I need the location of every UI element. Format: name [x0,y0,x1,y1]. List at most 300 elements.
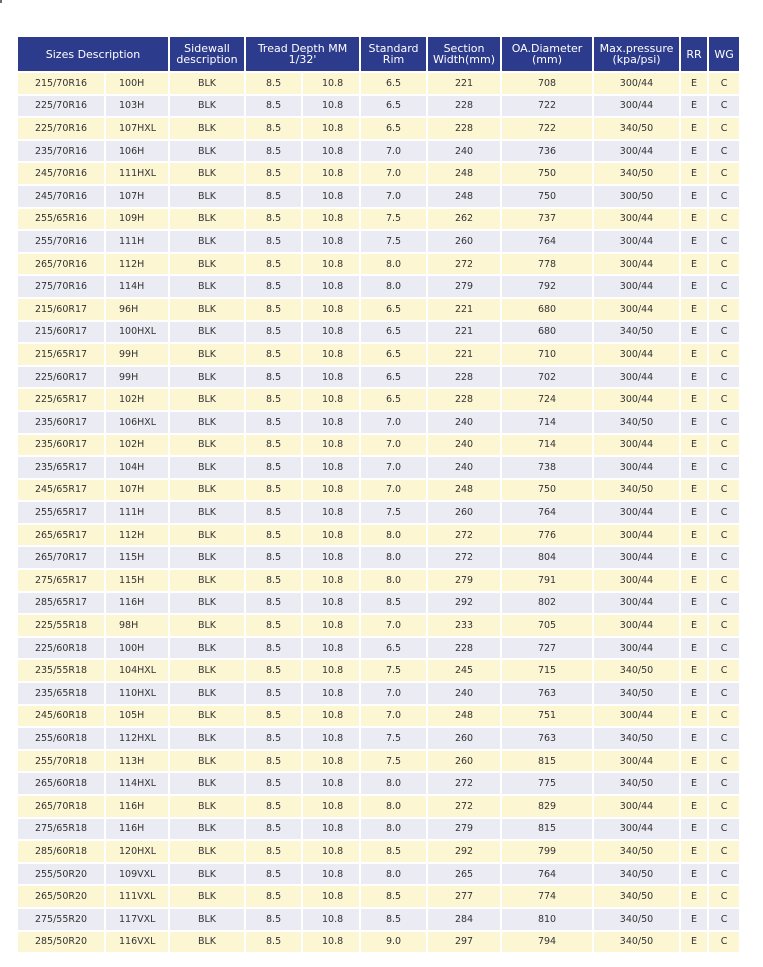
sidewall-cell: BLK [170,864,246,887]
sidewall-cell: BLK [170,751,246,774]
size-cell: 255/65R16 [18,209,106,232]
width-cell: 221 [428,299,502,322]
size-cell: 235/60R17 [18,435,106,458]
tread-32-cell: 10.8 [303,73,361,96]
tread-32-cell: 10.8 [303,683,361,706]
table-row [18,570,739,593]
table-row [18,457,739,480]
diameter-cell: 829 [502,796,594,819]
size-cell: 265/70R17 [18,547,106,570]
rim-cell: 6.5 [361,344,428,367]
diameter-cell: 751 [502,706,594,729]
pressure-cell: 300/44 [594,525,681,548]
rim-cell: 8.0 [361,276,428,299]
load-speed-cell: 114HXL [106,773,170,796]
header-max-pressure: Max.pressure (kpa/psi) [594,37,681,73]
rr-cell: E [681,209,709,232]
width-cell: 272 [428,773,502,796]
diameter-cell: 738 [502,457,594,480]
tread-32-cell: 10.8 [303,864,361,887]
rim-cell: 7.0 [361,435,428,458]
rr-cell: E [681,389,709,412]
tread-32-cell: 10.8 [303,435,361,458]
table-row [18,886,739,909]
pressure-cell: 300/44 [594,435,681,458]
rim-cell: 7.0 [361,683,428,706]
size-cell: 235/65R18 [18,683,106,706]
tread-mm-cell: 8.5 [246,344,303,367]
diameter-cell: 799 [502,841,594,864]
width-cell: 245 [428,660,502,683]
load-speed-cell: 107H [106,480,170,503]
sidewall-cell: BLK [170,73,246,96]
diameter-cell: 763 [502,683,594,706]
diameter-cell: 727 [502,638,594,661]
rr-cell: E [681,344,709,367]
width-cell: 248 [428,186,502,209]
wg-cell: C [709,412,739,435]
header-tread-depth: Tread Depth MM 1/32' [246,37,361,73]
tread-mm-cell: 8.5 [246,457,303,480]
sidewall-cell: BLK [170,525,246,548]
rr-cell: E [681,615,709,638]
load-speed-cell: 112H [106,525,170,548]
pressure-cell: 300/44 [594,570,681,593]
load-speed-cell: 106HXL [106,412,170,435]
table-row [18,299,739,322]
load-speed-cell: 104HXL [106,660,170,683]
tread-mm-cell: 8.5 [246,389,303,412]
load-speed-cell: 116H [106,796,170,819]
load-speed-cell: 117VXL [106,909,170,932]
table-row [18,254,739,277]
sidewall-cell: BLK [170,773,246,796]
diameter-cell: 708 [502,73,594,96]
tread-32-cell: 10.8 [303,412,361,435]
wg-cell: C [709,299,739,322]
tread-mm-cell: 8.5 [246,367,303,390]
size-cell: 265/60R18 [18,773,106,796]
sidewall-cell: BLK [170,502,246,525]
diameter-cell: 702 [502,367,594,390]
rr-cell: E [681,163,709,186]
wg-cell: C [709,706,739,729]
tread-32-cell: 10.8 [303,593,361,616]
wg-cell: C [709,570,739,593]
tread-32-cell: 10.8 [303,796,361,819]
rim-cell: 7.0 [361,480,428,503]
sidewall-cell: BLK [170,435,246,458]
header-wg: WG [709,37,739,73]
tread-mm-cell: 8.5 [246,615,303,638]
rr-cell: E [681,299,709,322]
size-cell: 235/55R18 [18,660,106,683]
table-row [18,73,739,96]
load-speed-cell: 116H [106,593,170,616]
wg-cell: C [709,773,739,796]
rr-cell: E [681,118,709,141]
tread-mm-cell: 8.5 [246,909,303,932]
table-row [18,547,739,570]
size-cell: 225/60R18 [18,638,106,661]
tread-32-cell: 10.8 [303,909,361,932]
wg-cell: C [709,660,739,683]
pressure-cell: 340/50 [594,932,681,955]
table-row [18,773,739,796]
diameter-cell: 764 [502,502,594,525]
tread-32-cell: 10.8 [303,773,361,796]
tread-mm-cell: 8.5 [246,547,303,570]
width-cell: 279 [428,570,502,593]
size-cell: 235/65R17 [18,457,106,480]
tread-mm-cell: 8.5 [246,841,303,864]
pressure-cell: 340/50 [594,660,681,683]
table-row [18,751,739,774]
size-cell: 285/65R17 [18,593,106,616]
rim-cell: 7.0 [361,141,428,164]
rim-cell: 8.0 [361,864,428,887]
load-speed-cell: 99H [106,367,170,390]
header-row [18,37,739,73]
tread-mm-cell: 8.5 [246,683,303,706]
diameter-cell: 710 [502,344,594,367]
rim-cell: 6.5 [361,322,428,345]
sidewall-cell: BLK [170,209,246,232]
wg-cell: C [709,615,739,638]
width-cell: 292 [428,841,502,864]
tread-mm-cell: 8.5 [246,660,303,683]
load-speed-cell: 114H [106,276,170,299]
width-cell: 228 [428,638,502,661]
load-speed-cell: 106H [106,141,170,164]
rr-cell: E [681,502,709,525]
tread-32-cell: 10.8 [303,638,361,661]
rr-cell: E [681,412,709,435]
pressure-cell: 340/50 [594,728,681,751]
wg-cell: C [709,367,739,390]
width-cell: 272 [428,547,502,570]
sidewall-cell: BLK [170,570,246,593]
load-speed-cell: 100HXL [106,322,170,345]
tread-32-cell: 10.8 [303,209,361,232]
wg-cell: C [709,683,739,706]
tread-mm-cell: 8.5 [246,502,303,525]
rim-cell: 7.0 [361,615,428,638]
pressure-cell: 300/44 [594,593,681,616]
diameter-cell: 815 [502,751,594,774]
rr-cell: E [681,276,709,299]
width-cell: 260 [428,728,502,751]
rr-cell: E [681,254,709,277]
width-cell: 240 [428,141,502,164]
sidewall-cell: BLK [170,909,246,932]
pressure-cell: 300/44 [594,141,681,164]
load-speed-cell: 112HXL [106,728,170,751]
rim-cell: 7.0 [361,163,428,186]
table-row [18,796,739,819]
width-cell: 262 [428,209,502,232]
rim-cell: 7.5 [361,231,428,254]
diameter-cell: 705 [502,615,594,638]
header-standard-rim: Standard Rim [361,37,428,73]
width-cell: 228 [428,367,502,390]
table-row [18,593,739,616]
width-cell: 272 [428,254,502,277]
wg-cell: C [709,864,739,887]
table-row [18,660,739,683]
width-cell: 233 [428,615,502,638]
size-cell: 285/50R20 [18,932,106,955]
pressure-cell: 300/44 [594,96,681,119]
load-speed-cell: 109VXL [106,864,170,887]
pressure-cell: 300/44 [594,344,681,367]
size-cell: 265/70R18 [18,796,106,819]
load-speed-cell: 100H [106,638,170,661]
rim-cell: 8.5 [361,909,428,932]
tread-mm-cell: 8.5 [246,209,303,232]
pressure-cell: 300/44 [594,389,681,412]
tread-mm-cell: 8.5 [246,435,303,458]
width-cell: 240 [428,683,502,706]
load-speed-cell: 116H [106,819,170,842]
sidewall-cell: BLK [170,932,246,955]
width-cell: 221 [428,322,502,345]
diameter-cell: 763 [502,728,594,751]
corner-mark [0,0,2,3]
sidewall-cell: BLK [170,367,246,390]
wg-cell: C [709,231,739,254]
rim-cell: 8.5 [361,593,428,616]
diameter-cell: 680 [502,322,594,345]
wg-cell: C [709,96,739,119]
rim-cell: 8.0 [361,570,428,593]
load-speed-cell: 107HXL [106,118,170,141]
load-speed-cell: 96H [106,299,170,322]
tread-mm-cell: 8.5 [246,819,303,842]
sidewall-cell: BLK [170,344,246,367]
tread-32-cell: 10.8 [303,932,361,955]
sidewall-cell: BLK [170,254,246,277]
diameter-cell: 815 [502,819,594,842]
diameter-cell: 802 [502,593,594,616]
size-cell: 275/65R17 [18,570,106,593]
width-cell: 277 [428,886,502,909]
rim-cell: 8.0 [361,254,428,277]
width-cell: 228 [428,118,502,141]
tread-mm-cell: 8.5 [246,480,303,503]
tread-32-cell: 10.8 [303,706,361,729]
wg-cell: C [709,389,739,412]
pressure-cell: 340/50 [594,886,681,909]
table-row [18,683,739,706]
rr-cell: E [681,932,709,955]
size-cell: 225/55R18 [18,615,106,638]
wg-cell: C [709,141,739,164]
size-cell: 285/60R18 [18,841,106,864]
wg-cell: C [709,796,739,819]
size-cell: 245/70R16 [18,186,106,209]
sidewall-cell: BLK [170,412,246,435]
sidewall-cell: BLK [170,186,246,209]
pressure-cell: 300/44 [594,819,681,842]
width-cell: 248 [428,706,502,729]
load-speed-cell: 111HXL [106,163,170,186]
rim-cell: 7.0 [361,412,428,435]
rr-cell: E [681,73,709,96]
tread-mm-cell: 8.5 [246,864,303,887]
table-row [18,502,739,525]
tread-mm-cell: 8.5 [246,186,303,209]
tread-32-cell: 10.8 [303,547,361,570]
tread-32-cell: 10.8 [303,186,361,209]
pressure-cell: 300/44 [594,231,681,254]
wg-cell: C [709,480,739,503]
rim-cell: 7.0 [361,186,428,209]
table-row [18,231,739,254]
table-row [18,209,739,232]
rim-cell: 7.5 [361,502,428,525]
size-cell: 235/70R16 [18,141,106,164]
width-cell: 248 [428,163,502,186]
width-cell: 260 [428,502,502,525]
pressure-cell: 300/44 [594,796,681,819]
rim-cell: 7.0 [361,457,428,480]
width-cell: 265 [428,864,502,887]
size-cell: 225/70R16 [18,118,106,141]
tread-32-cell: 10.8 [303,660,361,683]
wg-cell: C [709,457,739,480]
pressure-cell: 300/44 [594,615,681,638]
pressure-cell: 300/44 [594,73,681,96]
pressure-cell: 300/50 [594,186,681,209]
load-speed-cell: 113H [106,751,170,774]
sidewall-cell: BLK [170,796,246,819]
sidewall-cell: BLK [170,96,246,119]
pressure-cell: 300/44 [594,751,681,774]
rim-cell: 7.5 [361,728,428,751]
wg-cell: C [709,638,739,661]
table-row [18,932,739,955]
width-cell: 260 [428,751,502,774]
tread-32-cell: 10.8 [303,299,361,322]
tread-32-cell: 10.8 [303,344,361,367]
rr-cell: E [681,570,709,593]
wg-cell: C [709,186,739,209]
tread-mm-cell: 8.5 [246,163,303,186]
size-cell: 245/60R18 [18,706,106,729]
load-speed-cell: 109H [106,209,170,232]
rim-cell: 6.5 [361,389,428,412]
diameter-cell: 722 [502,96,594,119]
width-cell: 240 [428,457,502,480]
rim-cell: 7.5 [361,751,428,774]
diameter-cell: 791 [502,570,594,593]
width-cell: 260 [428,231,502,254]
wg-cell: C [709,547,739,570]
wg-cell: C [709,909,739,932]
tread-mm-cell: 8.5 [246,773,303,796]
diameter-cell: 737 [502,209,594,232]
pressure-cell: 300/44 [594,367,681,390]
diameter-cell: 715 [502,660,594,683]
table-row [18,525,739,548]
width-cell: 284 [428,909,502,932]
tread-32-cell: 10.8 [303,322,361,345]
table-row [18,322,739,345]
pressure-cell: 300/44 [594,502,681,525]
table-row [18,864,739,887]
pressure-cell: 340/50 [594,163,681,186]
tread-mm-cell: 8.5 [246,728,303,751]
tread-mm-cell: 8.5 [246,254,303,277]
size-cell: 255/50R20 [18,864,106,887]
load-speed-cell: 115H [106,547,170,570]
wg-cell: C [709,163,739,186]
size-cell: 235/60R17 [18,412,106,435]
table-body [18,73,739,954]
tread-mm-cell: 8.5 [246,886,303,909]
wg-cell: C [709,435,739,458]
table-row [18,909,739,932]
pressure-cell: 340/50 [594,480,681,503]
pressure-cell: 340/50 [594,412,681,435]
rr-cell: E [681,773,709,796]
load-speed-cell: 100H [106,73,170,96]
sidewall-cell: BLK [170,886,246,909]
rr-cell: E [681,322,709,345]
rr-cell: E [681,819,709,842]
sidewall-cell: BLK [170,480,246,503]
table-row [18,819,739,842]
size-cell: 275/65R18 [18,819,106,842]
pressure-cell: 300/44 [594,299,681,322]
tread-32-cell: 10.8 [303,141,361,164]
sidewall-cell: BLK [170,638,246,661]
pressure-cell: 300/44 [594,209,681,232]
size-cell: 275/70R16 [18,276,106,299]
table-row [18,706,739,729]
diameter-cell: 774 [502,886,594,909]
diameter-cell: 794 [502,932,594,955]
diameter-cell: 764 [502,864,594,887]
diameter-cell: 714 [502,435,594,458]
width-cell: 228 [428,96,502,119]
size-cell: 265/50R20 [18,886,106,909]
size-cell: 245/65R17 [18,480,106,503]
tread-32-cell: 10.8 [303,570,361,593]
sidewall-cell: BLK [170,322,246,345]
rr-cell: E [681,96,709,119]
pressure-cell: 340/50 [594,841,681,864]
pressure-cell: 300/44 [594,254,681,277]
wg-cell: C [709,841,739,864]
rim-cell: 7.5 [361,209,428,232]
diameter-cell: 764 [502,231,594,254]
table-row [18,615,739,638]
tread-mm-cell: 8.5 [246,322,303,345]
wg-cell: C [709,344,739,367]
tread-mm-cell: 8.5 [246,73,303,96]
wg-cell: C [709,118,739,141]
sidewall-cell: BLK [170,457,246,480]
load-speed-cell: 102H [106,435,170,458]
header-size: Sizes Description [18,37,170,73]
rim-cell: 6.5 [361,367,428,390]
diameter-cell: 792 [502,276,594,299]
sidewall-cell: BLK [170,389,246,412]
tread-32-cell: 10.8 [303,96,361,119]
tread-32-cell: 10.8 [303,728,361,751]
